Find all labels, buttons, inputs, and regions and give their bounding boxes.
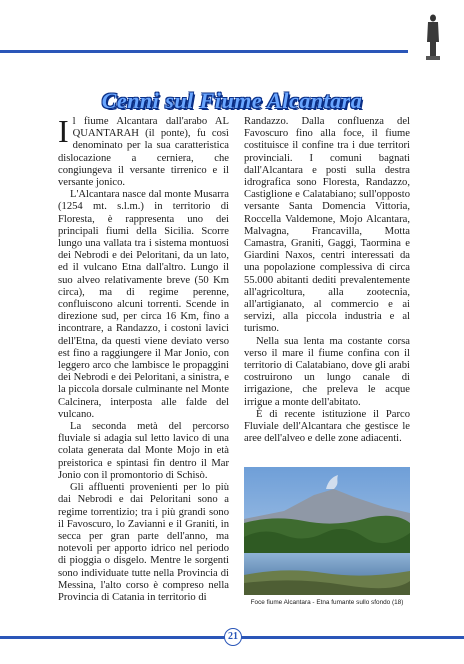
left-column <box>58 113 229 604</box>
drop-cap: I <box>58 113 69 149</box>
photo-caption: Foce fiume Alcantara - Etna fumante sullo sfondo (18) <box>250 599 404 606</box>
page-number: 21 <box>224 628 242 646</box>
paragraph: Il fiume Alcantara dall'arabo AL QUANTARAH (il ponte), fu così denominato per la sua caratteristica dislocazione a cerniera, che congiungeva il versante tirrenico e il versante jonico. <box>58 113 229 189</box>
top-rule <box>0 50 408 53</box>
paragraph: L'Alcantara nasce dal monte Musarra (1254 mt. s.l.m.) in territorio di Floresta, è rappresenta uno dei principali fiumi della Sicilia. Scorre lungo una vallata tra i sistema montuosi dei Nebrodi e dei Peloritani, da un lato, ed il vulcano Etna dall'altro. Lungo il suo alveo relativamente breve (50 Km circa), ma di regime perenne, confluiscono alcuni torrenti. Scende in direzione sud, per circa 16 Km, fino a incontrare, a Randazzo, i costoni lavici dell'Etna, da questi viene deviato verso est fino a raggiungere il Mar Jonio, con leggero arco che lambisce le propaggini dei Nebrodi e dei Peloritani, a sinistra, e la piccola dorsale culminante nel Monte Calcinera, interposta alle falde del vulcano. <box>58 189 229 420</box>
paragraph: Randazzo. Dalla confluenza del Favoscuro fino alla foce, il fiume costituisce il confine tra i due territori provinciali. I comuni bagnati dall'Alcantara e posti sulla destra idrografica sono Floresta, Randazzo, Castiglione e Calatabiano; sull'opposto versante Santa Domencia Vittoria, Roccella Valdemone, Mojo Alcantara, Malvagna, Francavilla, Motta Camastra, Graniti, Gaggi, Taormina e Giardini Naxos, centri interessati da una popolazione complessiva di circa 55.000 abitanti dediti prevalentemente all'agricoltura, alla zootecnia, all'artigianato, al commercio e ai servizi, alla piccola industria e al turismo. <box>244 116 410 335</box>
page-title: Cenni sul Fiume Alcantara <box>101 88 363 113</box>
statue-icon <box>422 12 444 60</box>
paragraph: La seconda metà del percorso fluviale si adagia sul letto lavico di una colata generata dal Monte Mojo in età preistorica e spintasi fin dentro il Mar Jonio con il promontorio di Schisò. <box>58 421 229 481</box>
paragraph: Gli affluenti provenienti per lo più dai Nebrodi e dai Peloritani sono a regime torrentizio; tra i più grandi sono il Favoscuro, lo Zavianni e il Graniti, in secca per gran parte dell'anno, ma notevoli per apporto idrico nel periodo di pioggia o disgelo. Mentre le sorgenti sono individuate tutte nella Provincia di Messina, l'alto corso è compreso nella Provincia di Catania in territorio di <box>58 482 229 603</box>
right-column <box>244 116 410 445</box>
paragraph: È di recente istituzione il Parco Fluviale dell'Alcantara che gestisce le aree dell'alveo e delle zone adiacenti. <box>244 408 410 445</box>
paragraph: Nella sua lenta ma costante corsa verso il mare il fiume confina con il territorio di Calatabiano, dove gli arabi costruirono un lungo canale di irrigazione, che preleva le acque irrigue a monte dell'abitato. <box>244 335 410 408</box>
river-photo <box>244 467 410 595</box>
